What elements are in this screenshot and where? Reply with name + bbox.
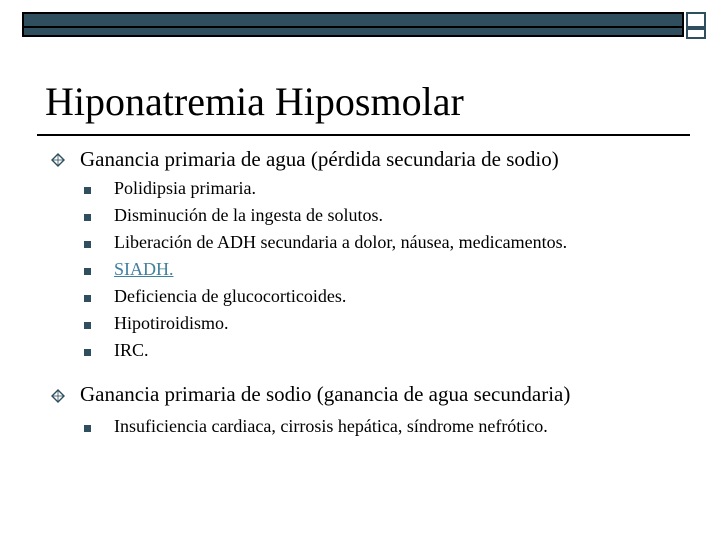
- list-item: IRC.: [114, 340, 149, 360]
- square-bullet-icon: [84, 187, 91, 194]
- square-bullet-icon: [84, 425, 91, 432]
- diamond-bullet-icon: [51, 153, 65, 167]
- list-item: Liberación de ADH secundaria a dolor, náusea, medicamentos.: [114, 232, 568, 252]
- siadh-link[interactable]: SIADH.: [114, 259, 174, 279]
- header-bar: [22, 12, 684, 28]
- list-item: Disminución de la ingesta de solutos.: [114, 205, 383, 225]
- title-divider: [37, 134, 690, 136]
- square-bullet-icon: [84, 241, 91, 248]
- list-item: Deficiencia de glucocorticoides.: [114, 286, 347, 306]
- diamond-bullet-icon: [51, 389, 65, 403]
- square-bullet-icon: [84, 322, 91, 329]
- slide-title: Hiponatremia Hiposmolar: [45, 79, 464, 124]
- square-bullet-icon: [84, 214, 91, 221]
- header-corner-box-top: [686, 12, 706, 28]
- header-corner-box-bottom: [686, 28, 706, 39]
- section-heading: Ganancia primaria de agua (pérdida secundaria de sodio): [80, 147, 559, 171]
- list-item: Hipotiroidismo.: [114, 313, 229, 333]
- square-bullet-icon: [84, 268, 91, 275]
- square-bullet-icon: [84, 295, 91, 302]
- section-heading: Ganancia primaria de sodio (ganancia de agua secundaria): [80, 382, 571, 406]
- list-item: Polidipsia primaria.: [114, 178, 256, 198]
- list-item: Insuficiencia cardiaca, cirrosis hepática, síndrome nefrótico.: [114, 416, 548, 436]
- header-bar-base: [22, 28, 684, 37]
- square-bullet-icon: [84, 349, 91, 356]
